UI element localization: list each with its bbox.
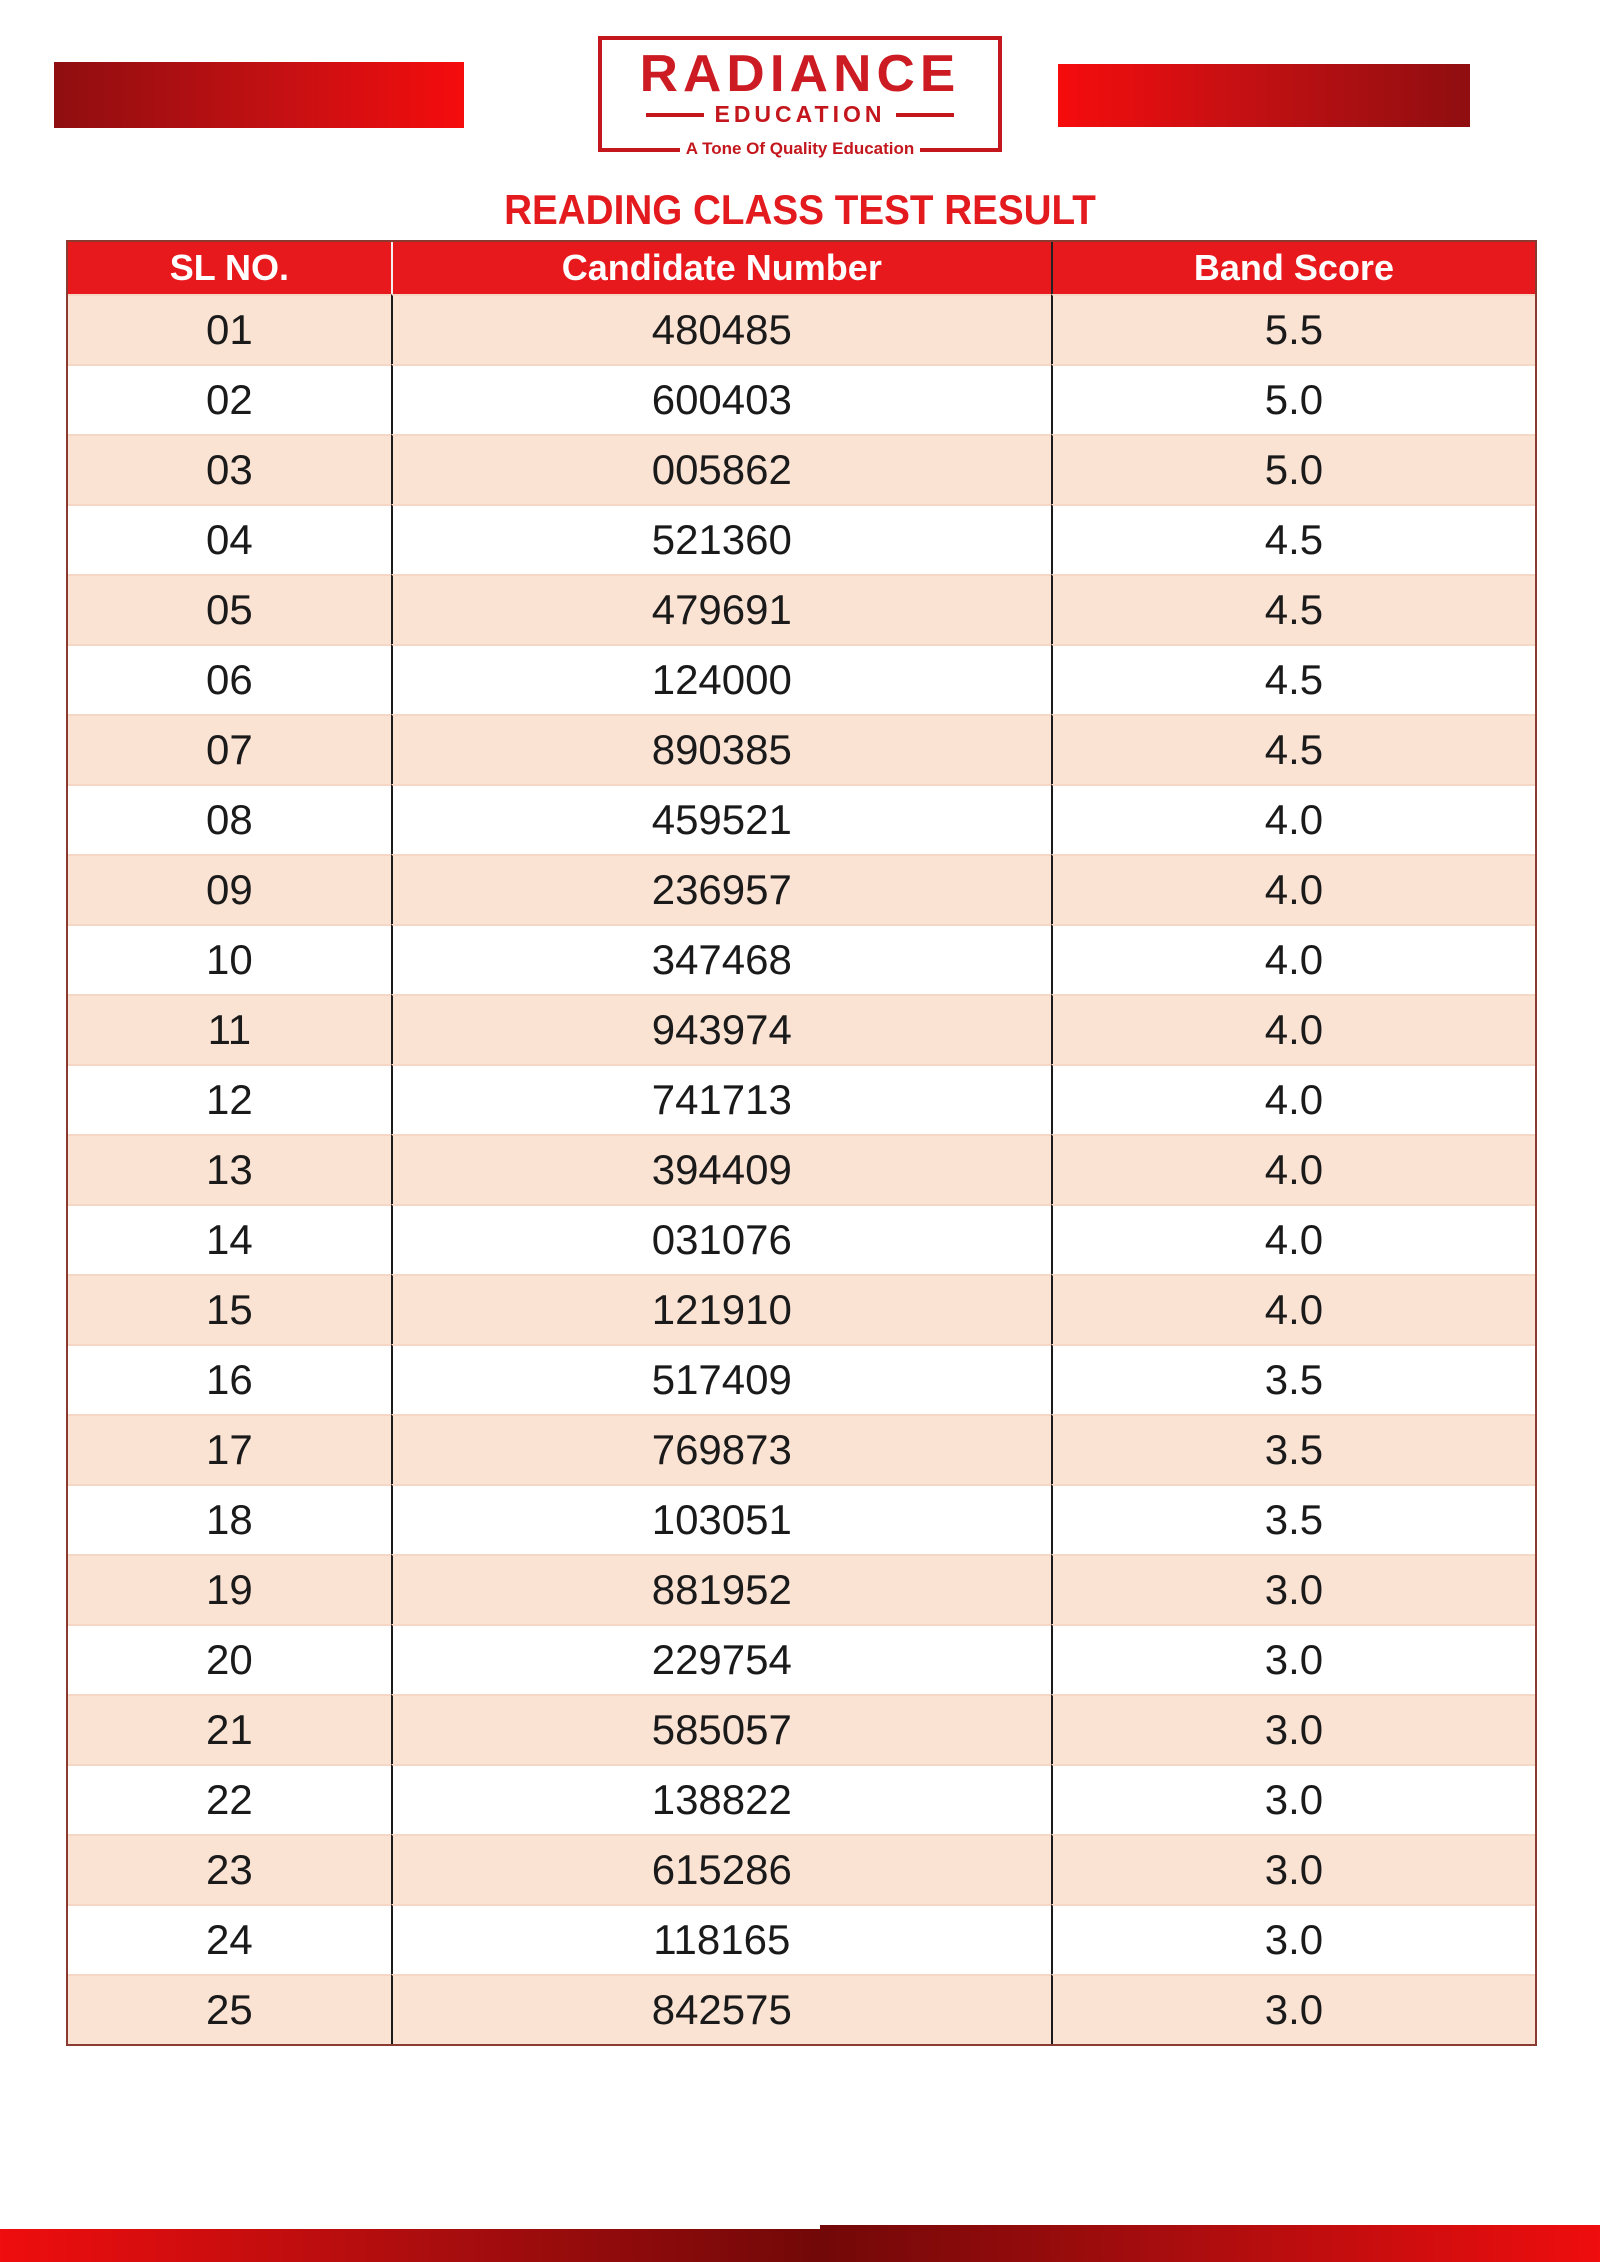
header-band-score: Band Score <box>1051 242 1535 294</box>
sl-no-cell: 15 <box>68 1274 391 1344</box>
logo-tagline: A Tone Of Quality Education <box>680 139 921 159</box>
candidate-number-cell: 138822 <box>391 1764 1051 1834</box>
sl-no-cell: 06 <box>68 644 391 714</box>
results-body <box>68 294 1535 2044</box>
table-row <box>68 1274 1535 1344</box>
table-row <box>68 714 1535 784</box>
band-score-cell: 4.0 <box>1051 784 1535 854</box>
band-score-cell: 3.0 <box>1051 1624 1535 1694</box>
table-row <box>68 784 1535 854</box>
logo-tagline-row <box>608 139 992 159</box>
candidate-number-cell: 615286 <box>391 1834 1051 1904</box>
table-row <box>68 1834 1535 1904</box>
candidate-number-cell: 943974 <box>391 994 1051 1064</box>
band-score-cell: 4.0 <box>1051 1204 1535 1274</box>
candidate-number-cell: 521360 <box>391 504 1051 574</box>
candidate-number-cell: 121910 <box>391 1274 1051 1344</box>
band-score-cell: 3.0 <box>1051 1904 1535 1974</box>
band-score-cell: 4.0 <box>1051 1064 1535 1134</box>
candidate-number-cell: 031076 <box>391 1204 1051 1274</box>
table-row <box>68 924 1535 994</box>
band-score-cell: 5.5 <box>1051 294 1535 364</box>
table-row <box>68 1554 1535 1624</box>
table-row <box>68 1974 1535 2044</box>
band-score-cell: 4.5 <box>1051 714 1535 784</box>
sl-no-cell: 21 <box>68 1694 391 1764</box>
table-row <box>68 1694 1535 1764</box>
candidate-number-cell: 769873 <box>391 1414 1051 1484</box>
table-row <box>68 1764 1535 1834</box>
sl-no-cell: 18 <box>68 1484 391 1554</box>
table-row <box>68 1904 1535 1974</box>
candidate-number-cell: 229754 <box>391 1624 1051 1694</box>
candidate-number-cell: 118165 <box>391 1904 1051 1974</box>
table-row <box>68 504 1535 574</box>
sl-no-cell: 04 <box>68 504 391 574</box>
table-row <box>68 644 1535 714</box>
page-title: READING CLASS TEST RESULT <box>504 186 1096 233</box>
candidate-number-cell: 005862 <box>391 434 1051 504</box>
candidate-number-cell: 347468 <box>391 924 1051 994</box>
band-score-cell: 4.0 <box>1051 994 1535 1064</box>
sl-no-cell: 20 <box>68 1624 391 1694</box>
table-row <box>68 1344 1535 1414</box>
candidate-number-cell: 890385 <box>391 714 1051 784</box>
candidate-number-cell: 585057 <box>391 1694 1051 1764</box>
sl-no-cell: 07 <box>68 714 391 784</box>
candidate-number-cell: 480485 <box>391 294 1051 364</box>
band-score-cell: 3.0 <box>1051 1834 1535 1904</box>
sl-no-cell: 16 <box>68 1344 391 1414</box>
sl-no-cell: 03 <box>68 434 391 504</box>
candidate-number-cell: 103051 <box>391 1484 1051 1554</box>
band-score-cell: 4.5 <box>1051 644 1535 714</box>
table-row <box>68 1624 1535 1694</box>
band-score-cell: 4.5 <box>1051 574 1535 644</box>
table-row <box>68 1134 1535 1204</box>
table-row <box>68 1204 1535 1274</box>
sl-no-cell: 05 <box>68 574 391 644</box>
sl-no-cell: 24 <box>68 1904 391 1974</box>
table-row <box>68 1064 1535 1134</box>
table-row <box>68 574 1535 644</box>
bottom-left-gradient-bar <box>0 2229 820 2262</box>
logo-subtitle: EDUCATION <box>714 101 886 127</box>
sl-no-cell: 08 <box>68 784 391 854</box>
candidate-number-cell: 236957 <box>391 854 1051 924</box>
sl-no-cell: 12 <box>68 1064 391 1134</box>
sl-no-cell: 14 <box>68 1204 391 1274</box>
logo-rule-right <box>896 113 954 117</box>
logo-subtitle-row <box>602 103 998 126</box>
band-score-cell: 3.0 <box>1051 1694 1535 1764</box>
candidate-number-cell: 881952 <box>391 1554 1051 1624</box>
band-score-cell: 4.0 <box>1051 1274 1535 1344</box>
table-row <box>68 294 1535 364</box>
table-row <box>68 1414 1535 1484</box>
table-row <box>68 994 1535 1064</box>
table-row <box>68 364 1535 434</box>
table-row <box>68 434 1535 504</box>
band-score-cell: 5.0 <box>1051 434 1535 504</box>
sl-no-cell: 10 <box>68 924 391 994</box>
logo-tagline-rule-right <box>928 148 974 151</box>
sl-no-cell: 01 <box>68 294 391 364</box>
candidate-number-cell: 517409 <box>391 1344 1051 1414</box>
band-score-cell: 4.0 <box>1051 854 1535 924</box>
candidate-number-cell: 124000 <box>391 644 1051 714</box>
sl-no-cell: 13 <box>68 1134 391 1204</box>
band-score-cell: 3.0 <box>1051 1764 1535 1834</box>
sl-no-cell: 11 <box>68 994 391 1064</box>
band-score-cell: 3.5 <box>1051 1344 1535 1414</box>
band-score-cell: 3.5 <box>1051 1484 1535 1554</box>
top-right-gradient-bar <box>1058 64 1470 127</box>
candidate-number-cell: 459521 <box>391 784 1051 854</box>
results-table <box>66 240 1537 2046</box>
sl-no-cell: 17 <box>68 1414 391 1484</box>
band-score-cell: 3.0 <box>1051 1974 1535 2044</box>
radiance-education-logo <box>598 36 1002 158</box>
candidate-number-cell: 600403 <box>391 364 1051 434</box>
table-header-row <box>68 242 1535 294</box>
band-score-cell: 4.0 <box>1051 924 1535 994</box>
header-candidate-number: Candidate Number <box>391 242 1051 294</box>
top-left-gradient-bar <box>54 62 464 128</box>
sl-no-cell: 02 <box>68 364 391 434</box>
band-score-cell: 4.5 <box>1051 504 1535 574</box>
sl-no-cell: 09 <box>68 854 391 924</box>
logo-tagline-rule-left <box>626 148 672 151</box>
band-score-cell: 3.5 <box>1051 1414 1535 1484</box>
logo-wordmark: RADIANCE <box>639 45 961 103</box>
sl-no-cell: 22 <box>68 1764 391 1834</box>
table-row <box>68 854 1535 924</box>
sl-no-cell: 25 <box>68 1974 391 2044</box>
sl-no-cell: 23 <box>68 1834 391 1904</box>
candidate-number-cell: 479691 <box>391 574 1051 644</box>
band-score-cell: 5.0 <box>1051 364 1535 434</box>
candidate-number-cell: 842575 <box>391 1974 1051 2044</box>
candidate-number-cell: 741713 <box>391 1064 1051 1134</box>
header-sl-no: SL NO. <box>68 242 391 294</box>
band-score-cell: 3.0 <box>1051 1554 1535 1624</box>
bottom-right-gradient-bar <box>820 2225 1600 2262</box>
logo-rule-left <box>646 113 704 117</box>
sl-no-cell: 19 <box>68 1554 391 1624</box>
table-row <box>68 1484 1535 1554</box>
band-score-cell: 4.0 <box>1051 1134 1535 1204</box>
candidate-number-cell: 394409 <box>391 1134 1051 1204</box>
